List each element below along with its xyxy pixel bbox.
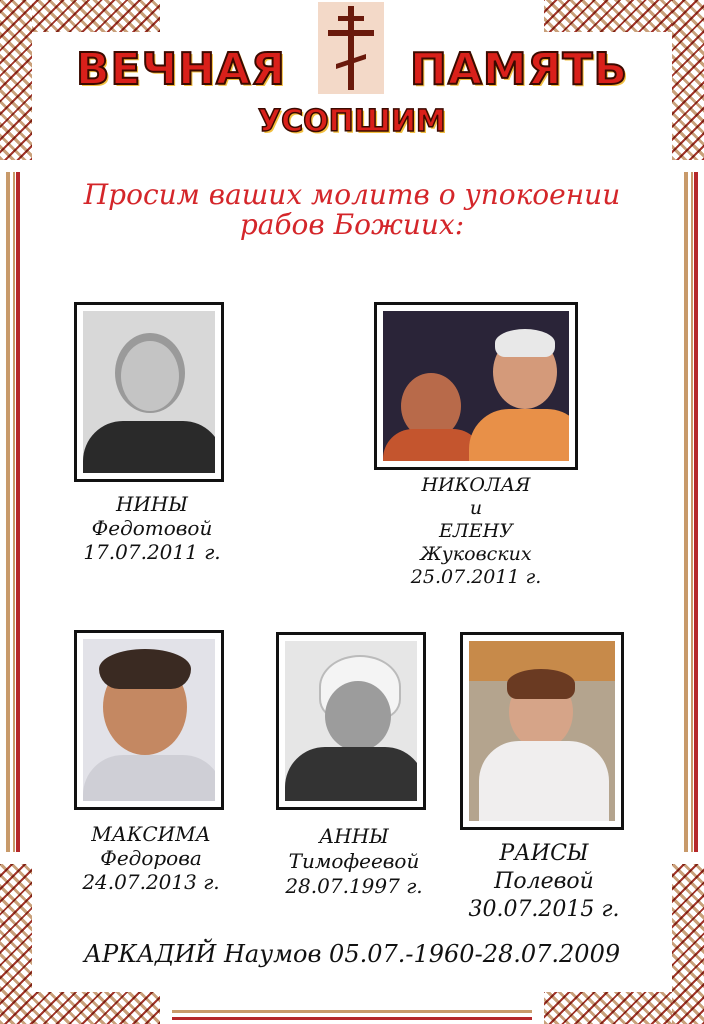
intro-text	[40, 180, 664, 240]
caption-anna-line-2: Тимофеевой	[288, 849, 420, 873]
right-border-line	[684, 172, 698, 852]
caption-maksim-line-2: Федорова	[100, 846, 202, 870]
photo-nina	[74, 302, 224, 482]
caption-nikolay-line-4: Жуковских	[420, 543, 532, 565]
ornament-right-top	[672, 0, 704, 160]
caption-nina	[64, 492, 240, 564]
left-border-line	[6, 172, 20, 852]
photo-raisa	[460, 632, 624, 830]
caption-raisa-line-2: Полевой	[494, 869, 594, 894]
caption-anna-line-1: АННЫ	[319, 824, 389, 848]
photo-maksim	[74, 630, 224, 810]
caption-raisa-line-1: РАИСЫ	[499, 841, 589, 866]
caption-maksim-line-1: МАКСИМА	[91, 822, 211, 846]
caption-nikolay-line-3: ЕЛЕНУ	[439, 520, 513, 542]
ornament-left-top	[0, 0, 32, 160]
caption-nikolay-line-2: и	[469, 497, 483, 519]
footer-text: АРКАДИЙ Наумов 05.07.-1960-28.07.2009	[83, 940, 621, 968]
caption-anna	[264, 824, 444, 899]
caption-maksim-line-3: 24.07.2013 г.	[82, 870, 220, 894]
photo-nikolay-elena	[374, 302, 578, 470]
caption-nina-line-2: Федотовой	[91, 516, 213, 540]
caption-nikolay-line-1: НИКОЛАЯ	[421, 474, 531, 496]
caption-maksim	[62, 822, 240, 894]
caption-raisa	[452, 840, 636, 924]
caption-raisa-line-3: 30.07.2015 г.	[468, 897, 620, 922]
caption-nikolay-elena	[386, 474, 566, 589]
caption-nina-line-1: НИНЫ	[115, 492, 188, 516]
caption-nikolay-line-5: 25.07.2011 г.	[410, 566, 542, 588]
caption-nina-line-3: 17.07.2011 г.	[83, 540, 221, 564]
orthodox-cross-icon	[318, 2, 384, 94]
title-subtitle: УСОПШИМ	[258, 104, 446, 139]
bottom-border-line	[172, 1010, 532, 1020]
intro-line-2: рабов Божиих:	[239, 208, 465, 241]
caption-anna-line-3: 28.07.1997 г.	[285, 874, 423, 898]
intro-line-1: Просим ваших молитв о упокоении	[83, 178, 621, 211]
title-right-word: ПАМЯТЬ	[410, 44, 629, 95]
photo-anna	[276, 632, 426, 810]
title-left-word: ВЕЧНАЯ	[76, 44, 286, 95]
